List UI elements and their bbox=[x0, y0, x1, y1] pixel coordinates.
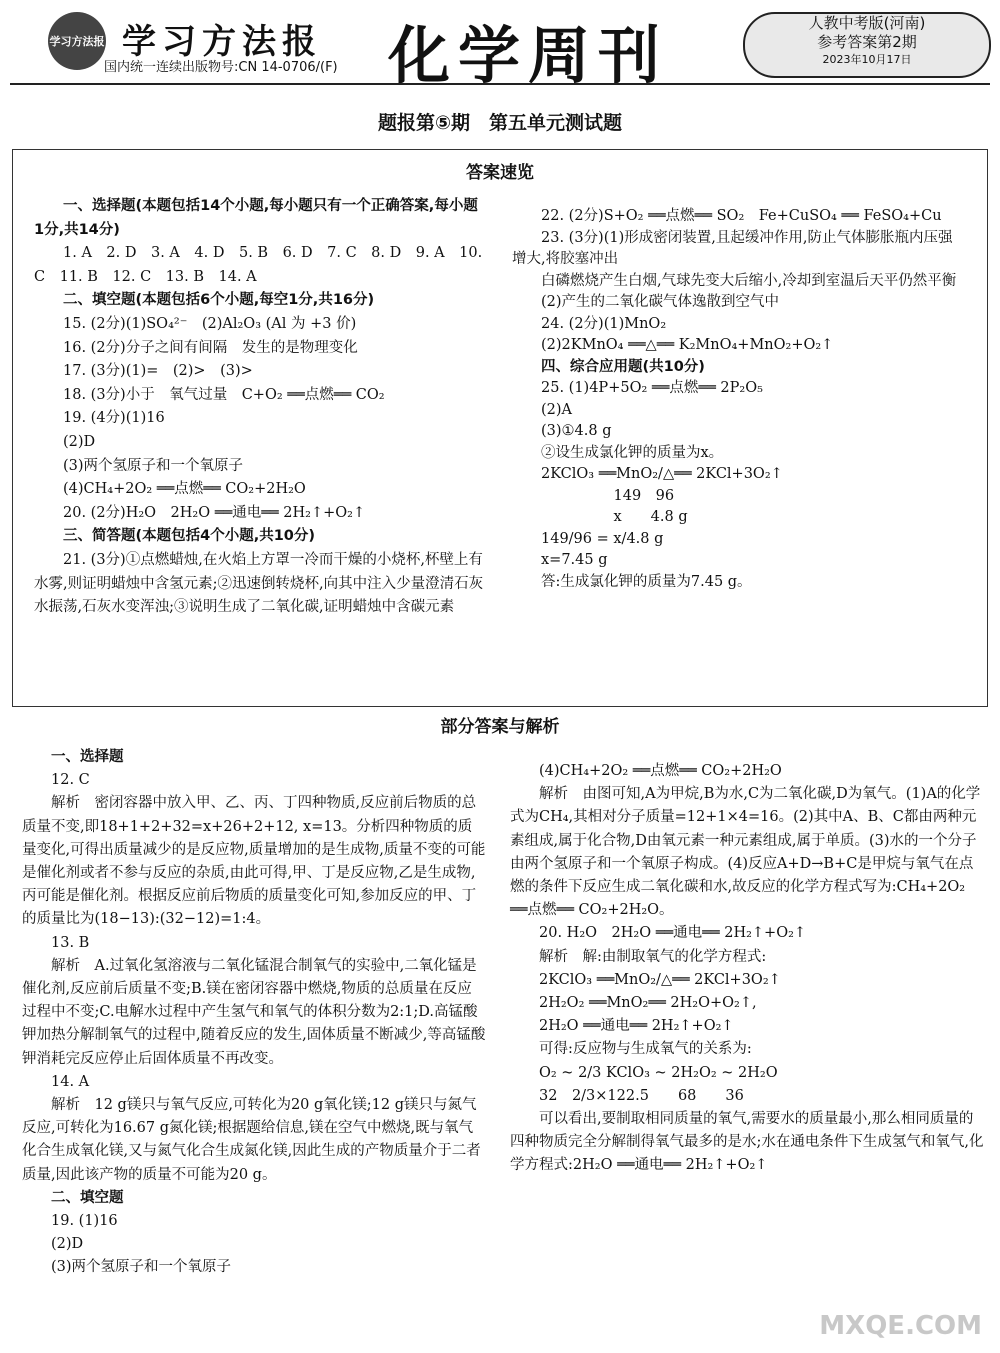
watermark: MXQE.COM bbox=[819, 1311, 982, 1341]
analysis-paragraph: 解析 由图可知,A为甲烷,B为水,C为二氧化碳,D为氧气。(1)A的化学式为CH₄,其相对分子质量=12+1×4=16。(2)其中A、B、C都由两种元素组成,属于化合物,D由氧元素一种元素组成,属于单质。(3)水的一个分子由两个氢原子和一个氧原子构成。(4)反应A+D→B+C是甲烷与氧气在点燃的条件下反应生成二氧化碳和水,故反应的化学方程式写为:CH₄+2O₂ ══点燃══ CO₂+2H₂O。 bbox=[510, 786, 981, 919]
answer-line: 20. H₂O 2H₂O ══通电══ 2H₂↑+O₂↑ bbox=[539, 925, 807, 942]
answer-line: (2)D bbox=[51, 1236, 84, 1253]
answer-line: 13. B bbox=[51, 934, 90, 951]
analysis-left bbox=[22, 746, 486, 1280]
answer-line: 2KClO₃ ══MnO₂/△══ 2KCl+3O₂↑ bbox=[539, 971, 781, 988]
edition-line2: 参考答案第2期 bbox=[817, 33, 917, 51]
answer-line: 19. (4分)(1)16 bbox=[63, 410, 165, 427]
section-heading: 一、选择题 bbox=[51, 749, 124, 765]
answer-line: 15. (2分)(1)SO₄²⁻ (2)Al₂O₃ (Al 为 +3 价) bbox=[63, 315, 357, 332]
analysis-paragraph: 解析 A.过氧化氢溶液与二氧化锰混合制氧气的实验中,二氧化锰是催化剂,反应前后质量不变;B.镁在密闭容器中燃烧,物质的总质量在反应过程中不变;C.电解水过程中产生氢气和氧气的体积分数为2:1;D.高锰酸钾加热分解制氧气的过程中,随着反应的发生,固体质量不断减少,等高锰酸钾消耗完反应停止后固体质量不再改变。 bbox=[22, 957, 486, 1067]
quick-answers-left bbox=[34, 195, 486, 620]
answer-line: (2)2KMnO₄ ══△══ K₂MnO₄+MnO₂+O₂↑ bbox=[541, 337, 834, 353]
section-heading: 一、选择题(本题包括14个小题,每小题只有一个正确答案,每小题1分,共14分) bbox=[34, 198, 478, 238]
answer-line: O₂ ~ 2/3 KClO₃ ~ 2H₂O₂ ~ 2H₂O bbox=[539, 1064, 778, 1081]
answer-line: 12. C bbox=[51, 772, 90, 789]
answer-line: 答:生成氯化钾的质量为7.45 g。 bbox=[541, 573, 752, 590]
newspaper-logo: 学习方法报 bbox=[48, 12, 106, 70]
answer-line: 16. (2分)分子之间有间隔 发生的是物理变化 bbox=[63, 339, 358, 356]
answer-line: 2H₂O₂ ══MnO₂══ 2H₂O+O₂↑, bbox=[539, 995, 757, 1012]
answer-line: 25. (1)4P+5O₂ ══点燃══ 2P₂O₅ bbox=[541, 380, 763, 396]
answer-line: x 4.8 g bbox=[541, 509, 688, 525]
analysis-title: 部分答案与解析 bbox=[440, 717, 560, 737]
answer-line: 17. (3分)(1)= (2)> (3)> bbox=[63, 363, 253, 380]
answer-line: (2)产生的二氧化碳气体逸散到空气中 bbox=[541, 294, 780, 310]
answer-line: (2)A bbox=[541, 401, 573, 418]
answer-line: 23. (3分)(1)形成密闭装置,且起缓冲作用,防止气体膨胀瓶内压强增大,将胶塞冲出 bbox=[512, 229, 953, 267]
answer-line: x=7.45 g bbox=[541, 552, 608, 568]
answer-line: (3)两个氢原子和一个氧原子 bbox=[51, 1259, 232, 1276]
analysis-paragraph: 解析 密闭容器中放入甲、乙、丙、丁四种物质,反应前后物质的总质量不变,即18+1+2+32=x+26+2+12, x=13。分析四种物质的质量变化,可得出质量减少的是反应物,质量增加的是生成物,质量不变的可能是催化剂或者不参与反应的杂质,由此可得,甲、丁是反应物,乙是生成物,丙可能是催化剂。根据反应前后物质的质量变化可知,参加反应的甲、丁的质量比为(18−13):(32−12)=1:4。 bbox=[22, 795, 486, 928]
analysis-right bbox=[510, 760, 986, 1178]
section-heading: 三、简答题(本题包括4个小题,共10分) bbox=[63, 528, 316, 545]
answer-line: 149/96 = x/4.8 g bbox=[541, 530, 664, 547]
answer-line: 24. (2分)(1)MnO₂ bbox=[541, 315, 667, 332]
section-heading: 二、填空题(本题包括6个小题,每空1分,共16分) bbox=[63, 292, 375, 309]
answer-line: (4)CH₄+2O₂ ══点燃══ CO₂+2H₂O bbox=[539, 763, 782, 779]
answer-line: 1. A 2. D 3. A 4. D 5. B 6. D 7. C 8. D 9. A 10. C 11. B 12. C 13. B 14. A bbox=[34, 245, 483, 285]
answer-line: 20. (2分)H₂O 2H₂O ══通电══ 2H₂↑+O₂↑ bbox=[63, 504, 366, 521]
answer-line: (3)①4.8 g bbox=[541, 423, 612, 439]
quick-answers-right bbox=[512, 206, 964, 593]
header-divider bbox=[10, 83, 990, 85]
answer-line: 149 96 bbox=[541, 487, 675, 504]
answer-line: 可得:反应物与生成氧气的关系为: bbox=[539, 1041, 752, 1058]
answer-line: 白磷燃烧产生白烟,气球先变大后缩小,冷却到室温后天平仍然平衡 bbox=[541, 272, 957, 289]
answer-line: 19. (1)16 bbox=[51, 1213, 118, 1230]
analysis-paragraph: 可以看出,要制取相同质量的氧气,需要水的质量最小,那么相同质量的四种物质完全分解制得氧气最多的是水;水在通电条件下生成氢气和氧气,化学方程式:2H₂O ══通电══ 2H₂↑+O₂↑ bbox=[510, 1111, 984, 1174]
answer-line: 14. A bbox=[51, 1073, 90, 1090]
section-heading: 四、综合应用题(共10分) bbox=[541, 358, 705, 375]
issue-title: 题报第⑤期 第五单元测试题 bbox=[377, 112, 623, 134]
answer-line: 解析 解:由制取氧气的化学方程式: bbox=[539, 948, 767, 965]
analysis-paragraph: 解析 12 g镁只与氧气反应,可转化为20 g氧化镁;12 g镁只与氮气反应,可转化为16.67 g氮化镁;根据题给信息,镁在空气中燃烧,既与氧气化合生成氧化镁,又与氮气化合生成氮化镁,因此生成的产物质量介于二者质量,因此该产物的质量不可能为20 g。 bbox=[22, 1097, 481, 1183]
page-title: 化学周刊 bbox=[388, 19, 669, 92]
edition-badge bbox=[743, 12, 991, 78]
answer-line: (3)两个氢原子和一个氧原子 bbox=[63, 457, 244, 474]
answer-line: (4)CH₄+2O₂ ══点燃══ CO₂+2H₂O bbox=[63, 481, 306, 498]
edition-line1: 人教中考版(河南) bbox=[808, 14, 926, 32]
edition-date: 2023年10月17日 bbox=[822, 53, 912, 66]
answer-line: ②设生成氯化钾的质量为x。 bbox=[541, 444, 724, 461]
section-heading: 二、填空题 bbox=[51, 1189, 124, 1206]
answer-line: 32 2/3×122.5 68 36 bbox=[539, 1087, 744, 1104]
answer-line: 22. (2分)S+O₂ ══点燃══ SO₂ Fe+CuSO₄ ══ FeSO₄+Cu bbox=[541, 208, 942, 224]
answer-line: 18. (3分)小于 氧气过量 C+O₂ ══点燃══ CO₂ bbox=[63, 386, 385, 403]
quick-answers-title: 答案速览 bbox=[466, 163, 534, 183]
paper-name: 学习方法报 bbox=[122, 22, 322, 62]
answer-line: 2H₂O ══通电══ 2H₂↑+O₂↑ bbox=[539, 1018, 734, 1035]
serial-number: 国内统一连续出版物号:CN 14-0706/(F) bbox=[104, 60, 338, 75]
answer-line: 21. (3分)①点燃蜡烛,在火焰上方罩一冷而干燥的小烧杯,杯壁上有水雾,则证明蜡烛中含氢元素;②迅速倒转烧杯,向其中注入少量澄清石灰水振荡,石灰水变浑浊;③说明生成了二氧化碳,证明蜡烛中含碳元素 bbox=[34, 551, 484, 616]
answer-line: (2)D bbox=[63, 433, 96, 450]
answer-line: 2KClO₃ ══MnO₂/△══ 2KCl+3O₂↑ bbox=[541, 466, 783, 482]
